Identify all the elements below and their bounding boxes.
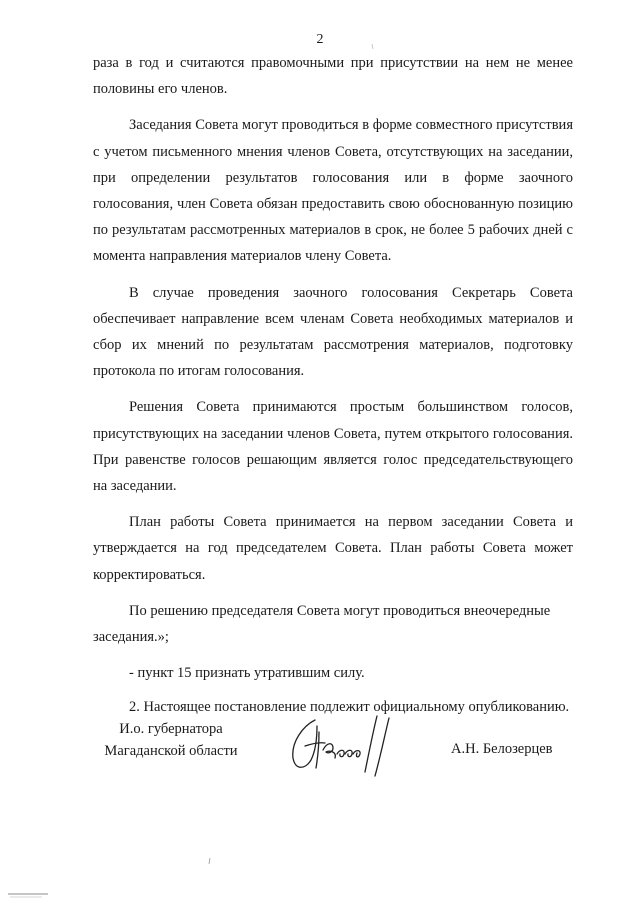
page-number: 2 bbox=[316, 32, 324, 47]
paragraph-work-plan: План работы Совета принимается на первом заседании Совета и утверждается на год председателем Совета. План работы Совета может корректироваться. bbox=[93, 514, 573, 583]
paragraph-publication: 2. Настоящее постановление подлежит официальному опубликованию. bbox=[129, 699, 570, 716]
paragraph-decisions: Решения Совета принимаются простым большинством голосов, присутствующих на заседании членов Совета, путем открытого голосования. При равенстве голосов решающим является голос председательствующего на заседании. bbox=[93, 399, 573, 495]
paragraph-continuation: раза в год и считаются правомочными при присутствии на нем не менее половины его членов. bbox=[93, 55, 573, 98]
paragraph-absentee-voting: В случае проведения заочного голосования Секретарь Совета обеспечивает направление всем членам Совета необходимых материалов и сбор их мнений по результатам рассмотрения материалов, подготовку протокола по итогам голосования. bbox=[93, 284, 573, 380]
signatory-title-line2: Магаданской области bbox=[104, 743, 238, 759]
paragraph-extraordinary-meetings: По решению председателя Совета могут проводиться внеочередные заседания.»; bbox=[93, 602, 551, 646]
signatory-name: А.Н. Белозерцев bbox=[451, 741, 553, 757]
paragraph-clause-15: - пункт 15 признать утратившим силу. bbox=[129, 665, 365, 682]
signatory-title-line1: И.о. губернатора bbox=[119, 721, 223, 737]
paragraph-meeting-forms: Заседания Совета могут проводиться в форме совместного присутствия с учетом письменного мнения членов Совета, отсутствующих на заседании, при определении результатов голосования или в форме заочного голосования, член Совета обязан предоставить свою обоснованную позицию по результатам рассмотренных материалов в срок, не более 5 рабочих дней с момента направления материалов члену Совета. bbox=[93, 117, 573, 265]
